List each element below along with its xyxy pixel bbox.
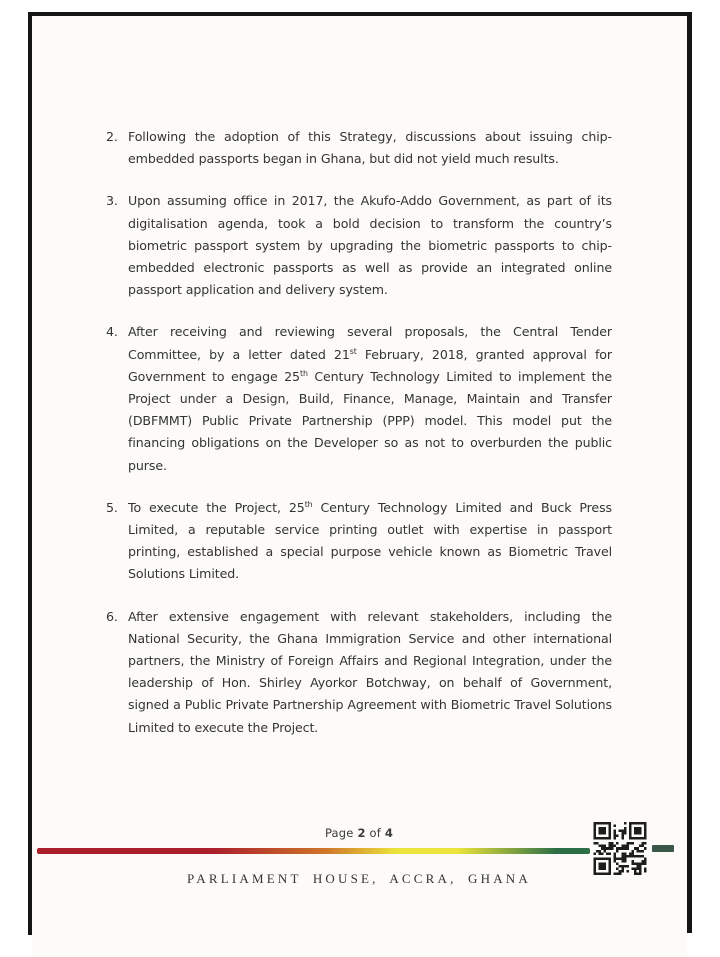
text-run: Century Technology Limited to implement the Project under a Design, Build, Finance, Manage, Maintain and Transfer (DBFMMT) Public Private Partnership (PPP) model. This model put the financing obligations on the Developer so as not to overburden the public purse. — [128, 368, 612, 473]
list-item-text — [128, 321, 612, 476]
page-label-part: Page — [324, 826, 358, 840]
list-item-number: 4. — [106, 324, 118, 340]
scan-border-top — [28, 12, 692, 16]
list-item-number: 6. — [106, 608, 118, 624]
text-run: After receiving and reviewing several proposals, the Central Tender Committee, by a letter dated 21 — [128, 324, 612, 362]
list-item-number: 5. — [106, 499, 118, 515]
list-item-number: 3. — [106, 193, 118, 209]
text-run: February, 2018, granted approval for Government to engage 25 — [128, 346, 612, 384]
scan-border-left — [28, 12, 32, 935]
list-item — [106, 321, 612, 476]
ghana-flag-divider — [37, 848, 590, 854]
page-number-label — [106, 826, 612, 840]
scan-border-right — [687, 12, 692, 933]
page-label-part: of — [365, 826, 385, 840]
ordinal-superscript: th — [304, 499, 313, 509]
ordinal-superscript: th — [299, 368, 308, 378]
text-run: After extensive engagement with relevant stakeholders, including the National Security, the Ghana Immigration Service and other international partners, the Ministry of Foreign Affairs and Regional Integration, under the leadership of Hon. Shirley Ayorkor Botchway, on behalf of Government, signed a Public Private Partnership Agreement with Biometric Travel Solutions Limited to execute the Project. — [128, 608, 612, 735]
list-item-number: 2. — [106, 129, 118, 144]
list-item — [106, 190, 612, 301]
green-dash — [652, 845, 674, 852]
list-item — [106, 497, 612, 586]
list-item-text — [128, 190, 612, 301]
page-label-part: 4 — [384, 826, 394, 840]
text-run: To execute the Project, 25 — [128, 499, 305, 515]
text-run: Following the adoption of this Strategy, discussions about issuing chip-embedded passports began in Ghana, but did not yield much results. — [128, 129, 612, 167]
page-label-part: 2 — [357, 826, 366, 840]
list-item — [106, 606, 612, 739]
list-item-text — [128, 126, 612, 170]
list-item-text — [128, 606, 612, 739]
text-run: Upon assuming office in 2017, the Akufo-Addo Government, as part of its digitalisation agenda, took a bold decision to transform the country’s biometric passport system by upgrading the biometric passports to chip-embedded electronic passports as well as provide an integrated online passport application and delivery system. — [128, 193, 612, 298]
qr-code-icon — [592, 822, 648, 875]
list-item-text — [128, 497, 612, 586]
ordinal-superscript: st — [349, 346, 357, 356]
numbered-list — [106, 126, 612, 759]
list-item — [106, 126, 612, 170]
text-run: Century Technology Limited and Buck Press Limited, a reputable service printing outlet with expertise in passport printing, established a special purpose vehicle known as Biometric Travel Solutions Limited. — [128, 499, 613, 582]
footer-address: PARLIAMENT HOUSE, ACCRA, GHANA — [187, 871, 531, 886]
